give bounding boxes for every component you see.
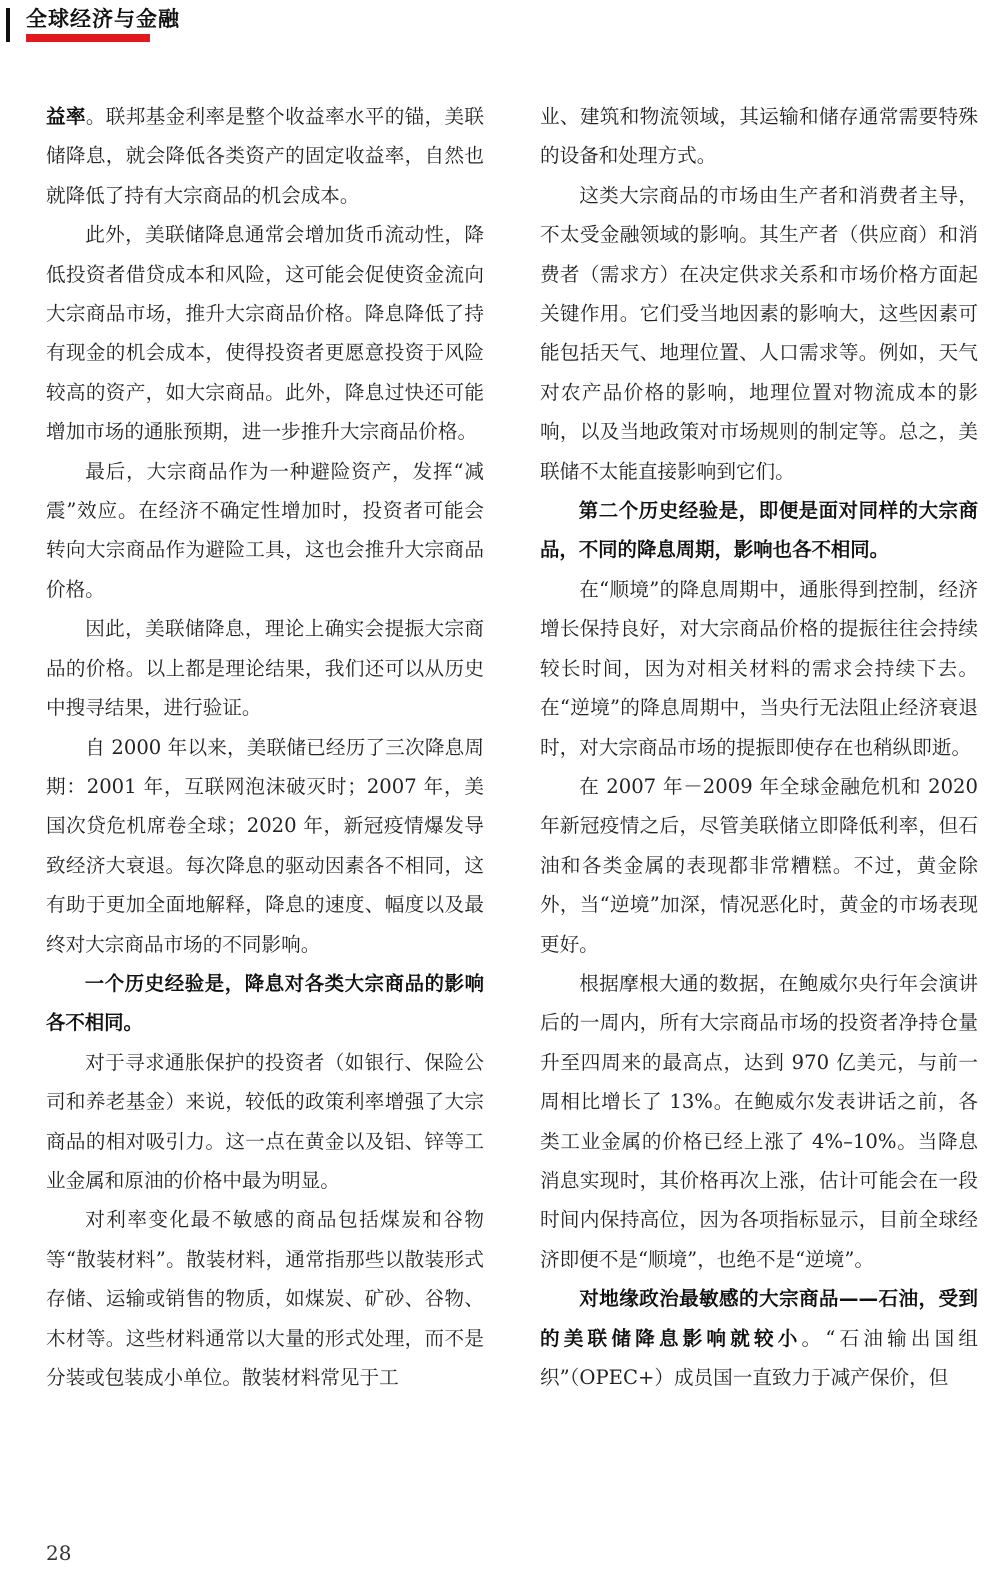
- right-column: [540, 97, 978, 1397]
- left-column: [46, 97, 484, 1397]
- paragraph: [540, 1279, 978, 1397]
- paragraph-text: 。“石油输出国组织”（OPEC+）成员国一直致力于减产保价，但: [540, 1326, 978, 1389]
- paragraph: 对于寻求通胀保护的投资者（如银行、保险公司和养老基金）来说，较低的政策利率增强了大宗商品的相对吸引力。这一点在黄金以及铝、锌等工业金属和原油的价格中最为明显。: [46, 1050, 484, 1192]
- header-marker-bar: [6, 8, 10, 42]
- key-point-heading: 第二个历史经验是，即便是面对同样的大宗商品，不同的降息周期，影响也各不相同。: [540, 499, 978, 562]
- paragraph: 在 2007 年－2009 年全球金融危机和 2020 年新冠疫情之后，尽管美联储立即降低利率，但石油和各类金属的表现都非常糟糕。不过，黄金除外，当“逆境”加深，情况恶化时，黄金的市场表现更好。: [540, 774, 978, 956]
- paragraph: 业、建筑和物流领域，其运输和储存通常需要特殊的设备和处理方式。: [540, 105, 978, 168]
- page-number: 28: [46, 1541, 72, 1565]
- paragraph-lead-bold: 对地缘政治最敏感的大宗商品——石油，受到的美联储降息影响就较小: [540, 1287, 978, 1350]
- paragraph-text: 。联邦基金利率是整个收益率水平的锚，美联储降息，就会降低各类资产的固定收益率，自然也就降低了持有大宗商品的机会成本。: [46, 105, 485, 207]
- section-title: 全球经济与金融: [26, 7, 180, 31]
- paragraph: 此外，美联储降息通常会增加货币流动性，降低投资者借贷成本和风险，这可能会促使资金流向大宗商品市场，推升大宗商品价格。降息降低了持有现金的机会成本，使得投资者更愿意投资于风险较高的资产，如大宗商品。此外，降息过快还可能增加市场的通胀预期，进一步推升大宗商品价格。: [46, 223, 484, 444]
- paragraph: 对利率变化最不敏感的商品包括煤炭和谷物等“散装材料”。散装材料，通常指那些以散装形式存储、运输或销售的物质，如煤炭、矿砂、谷物、木材等。这些材料通常以大量的形式处理，而不是分装或包装成小单位。散装材料常见于工: [46, 1208, 484, 1389]
- paragraph: 根据摩根大通的数据，在鲍威尔央行年会演讲后的一周内，所有大宗商品市场的投资者净持仓量升至四周来的最高点，达到 970 亿美元，与前一周相比增长了 13%。在鲍威尔发表讲话之前，各类工业金属的价格已经上涨了 4%–10%。当降息消息实现时，其价格再次上涨，估计可能会在一段时间内保持高位，因为各项指标显示，目前全球经济即便不是“顺境”，也绝不是“逆境”。: [540, 971, 978, 1271]
- paragraph: 最后，大宗商品作为一种避险资产，发挥“减震”效应。在经济不确定性增加时，投资者可能会转向大宗商品作为避险工具，这也会推升大宗商品价格。: [46, 459, 484, 601]
- paragraph: [46, 97, 484, 215]
- paragraph: 自 2000 年以来，美联储已经历了三次降息周期：2001 年，互联网泡沫破灭时；2007 年，美国次贷危机席卷全球；2020 年，新冠疫情爆发导致经济大衰退。每次降息的驱动因素各不相同，这有助于更加全面地解释，降息的速度、幅度以及最终对大宗商品市场的不同影响。: [46, 735, 484, 956]
- paragraph: 在“顺境”的降息周期中，通胀得到控制，经济增长保持良好，对大宗商品价格的提振往往会持续较长时间，因为对相关材料的需求会持续下去。在“逆境”的降息周期中，当央行无法阻止经济衰退时，对大宗商品市场的提振即使存在也稍纵即逝。: [540, 577, 978, 759]
- key-point-heading: 一个历史经验是，降息对各类大宗商品的影响各不相同。: [46, 971, 484, 1035]
- paragraph-lead-bold: 益率: [46, 105, 86, 128]
- page-header: [0, 0, 1000, 50]
- paragraph: 因此，美联储降息，理论上确实会提振大宗商品的价格。以上都是理论结果，我们还可以从历史中搜寻结果，进行验证。: [46, 617, 484, 720]
- section-title-underline: [26, 34, 150, 42]
- paragraph: 这类大宗商品的市场由生产者和消费者主导，不太受金融领域的影响。其生产者（供应商）和消费者（需求方）在决定供求关系和市场价格方面起关键作用。它们受当地因素的影响大，这些因素可能包括天气、地理位置、人口需求等。例如，天气对农产品价格的影响，地理位置对物流成本的影响，以及当地政策对市场规则的制定等。总之，美联储不太能直接影响到它们。: [540, 183, 978, 483]
